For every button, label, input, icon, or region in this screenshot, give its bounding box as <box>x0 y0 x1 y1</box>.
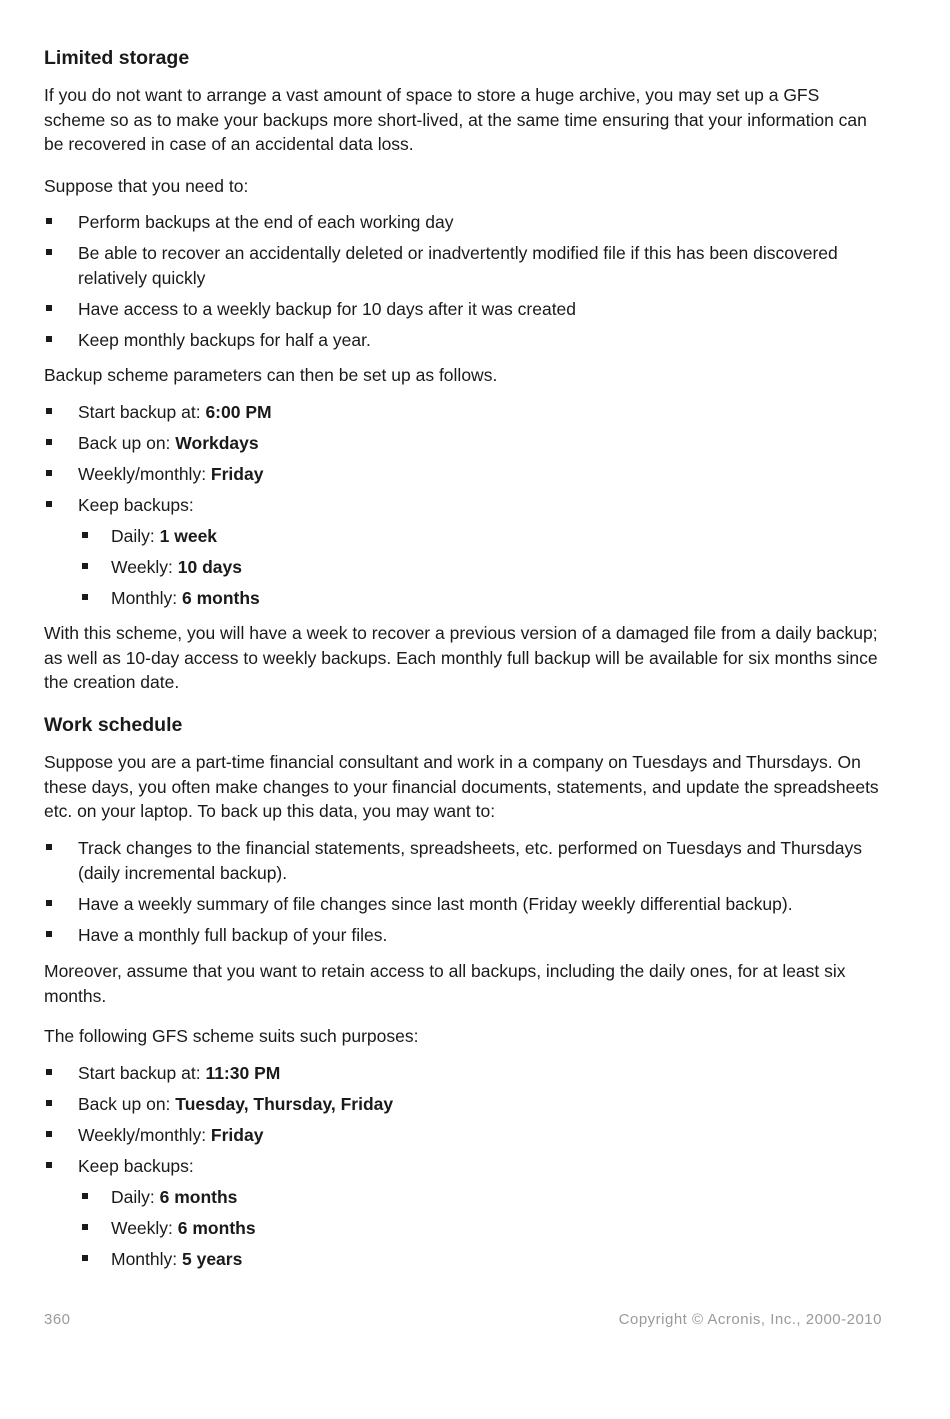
paragraph: Suppose that you need to: <box>44 176 249 196</box>
list-item: Start backup at: 6:00 PM <box>78 400 868 425</box>
bullet-icon <box>46 1131 52 1137</box>
list-item: Back up on: Tuesday, Thursday, Friday <box>78 1092 868 1117</box>
list-item: Be able to recover an accidentally deleted or inadvertently modified file if this has been discovered relatively quickly <box>78 241 868 290</box>
list-item: Weekly/monthly: Friday <box>78 1123 868 1148</box>
bullet-icon <box>46 249 52 255</box>
bullet-icon <box>82 532 88 538</box>
list-item: Perform backups at the end of each working day <box>78 210 868 235</box>
bullet-icon <box>46 900 52 906</box>
bullet-icon <box>82 1193 88 1199</box>
paragraph: The following GFS scheme suits such purposes: <box>44 1026 419 1046</box>
list-item: Have a weekly summary of file changes since last month (Friday weekly differential backup). <box>78 892 868 917</box>
bullet-icon <box>46 408 52 414</box>
list-item-nested: Weekly: 6 months <box>111 1216 871 1241</box>
list-item: Weekly/monthly: Friday <box>78 462 868 487</box>
bullet-icon <box>46 844 52 850</box>
list-item: Have a monthly full backup of your files. <box>78 923 868 948</box>
list-item: Keep backups: <box>78 493 868 518</box>
paragraph: Suppose you are a part-time financial consultant and work in a company on Tuesdays and Thursdays. On these days, you often make changes to your financial documents, statements, and update the spreadsheets etc. on your laptop. To back up this data, you may want to: <box>44 752 879 821</box>
copyright-notice: Copyright © Acronis, Inc., 2000-2010 <box>618 1311 882 1328</box>
section-title-work-schedule: Work schedule <box>44 714 183 736</box>
list-item-nested: Monthly: 6 months <box>111 586 871 611</box>
list-item-nested: Monthly: 5 years <box>111 1247 871 1272</box>
page-number: 360 <box>44 1311 71 1328</box>
bullet-icon <box>82 1224 88 1230</box>
list-item: Keep backups: <box>78 1154 868 1179</box>
list-item-nested: Daily: 6 months <box>111 1185 871 1210</box>
bullet-icon <box>46 1100 52 1106</box>
bullet-icon <box>46 1162 52 1168</box>
list-item: Start backup at: 11:30 PM <box>78 1061 868 1086</box>
list-item-nested: Daily: 1 week <box>111 524 871 549</box>
list-item: Back up on: Workdays <box>78 431 868 456</box>
list-item: Keep monthly backups for half a year. <box>78 328 868 353</box>
bullet-icon <box>82 563 88 569</box>
bullet-icon <box>46 336 52 342</box>
list-item-nested: Weekly: 10 days <box>111 555 871 580</box>
bullet-icon <box>46 218 52 224</box>
paragraph: Backup scheme parameters can then be set up as follows. <box>44 365 498 385</box>
paragraph: Moreover, assume that you want to retain access to all backups, including the daily ones, for at least six months. <box>44 961 846 1006</box>
bullet-icon <box>46 470 52 476</box>
bullet-icon <box>82 594 88 600</box>
bullet-icon <box>46 501 52 507</box>
bullet-icon <box>82 1255 88 1261</box>
section-title-limited-storage: Limited storage <box>44 47 190 69</box>
bullet-icon <box>46 305 52 311</box>
bullet-icon <box>46 931 52 937</box>
bullet-icon <box>46 1069 52 1075</box>
list-item: Track changes to the financial statements, spreadsheets, etc. performed on Tuesdays and Thursdays (daily incremental backup). <box>78 836 868 885</box>
paragraph: If you do not want to arrange a vast amount of space to store a huge archive, you may set up a GFS scheme so as to make your backups more short-lived, at the same time ensuring that your information can be recovered in case of an accidental data loss. <box>44 85 867 154</box>
bullet-icon <box>46 439 52 445</box>
paragraph: With this scheme, you will have a week to recover a previous version of a damaged file from a daily backup; as well as 10-day access to weekly backups. Each monthly full backup will be available for six months since the creation date. <box>44 623 878 692</box>
list-item: Have access to a weekly backup for 10 days after it was created <box>78 297 868 322</box>
